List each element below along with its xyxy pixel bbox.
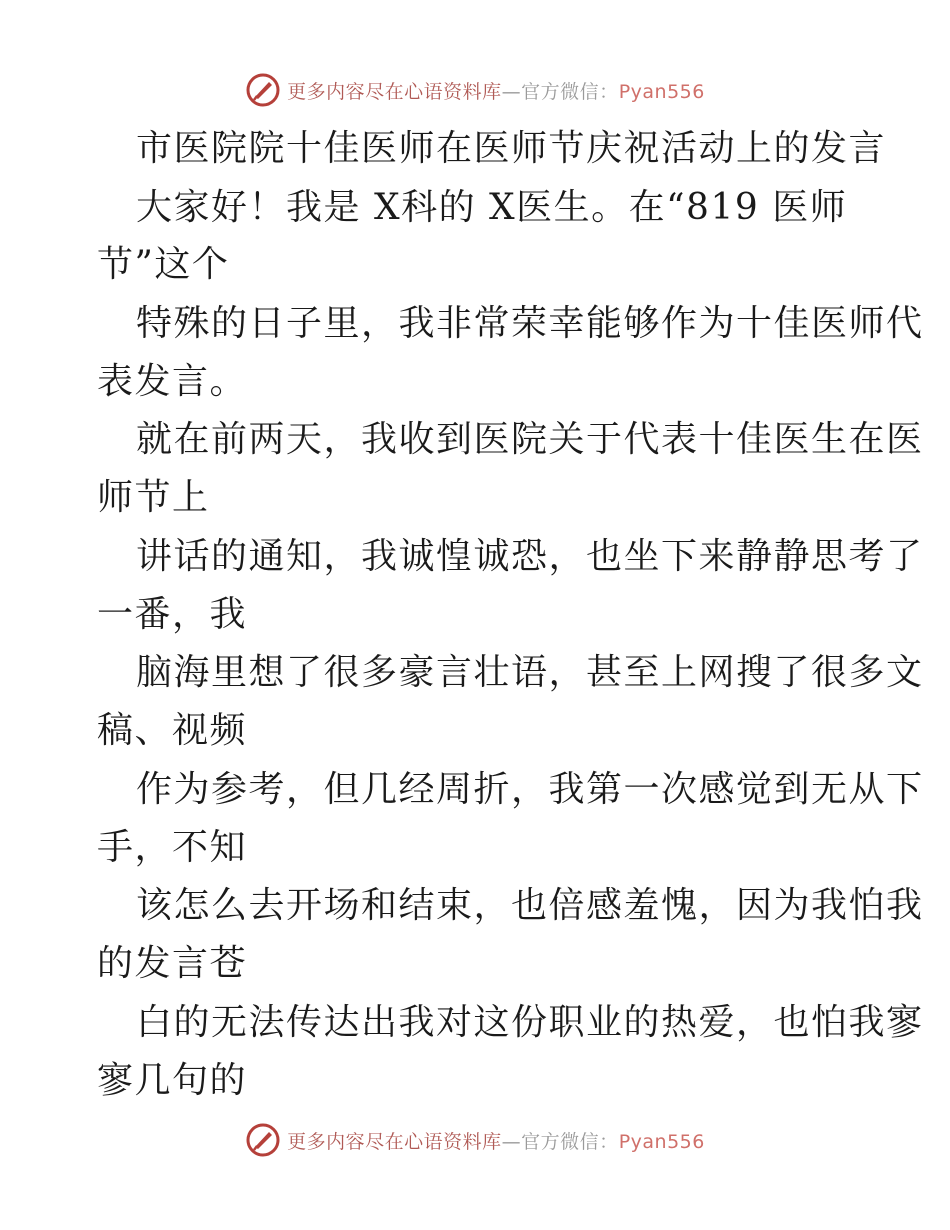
paragraph-line: 作为参考，但几经周折，我第一次感觉到无从下	[136, 769, 924, 810]
watermark-dash: —	[501, 1130, 522, 1153]
watermark-dash: —	[501, 80, 522, 103]
paragraph-line: 特殊的日子里，我非常荣幸能够作为十佳医师代	[136, 303, 924, 344]
paragraph-line: 脑海里想了很多豪言壮语，甚至上网搜了很多文	[136, 652, 924, 693]
paragraph-line: 稿、视频	[97, 710, 248, 751]
paragraph-line: 节”这个	[97, 244, 230, 285]
watermark-label: 官方微信：	[521, 80, 619, 103]
paragraph-line: 表发言。	[97, 361, 248, 402]
footer-watermark	[0, 1118, 950, 1162]
watermark-label: 官方微信：	[521, 1130, 619, 1153]
paragraph-line: 的发言苍	[97, 943, 248, 984]
paragraph-line: 一番，我	[97, 594, 248, 635]
watermark-main: 更多内容尽在心语资料库	[287, 1130, 502, 1153]
paragraph-line: 讲话的通知，我诚惶诚恐，也坐下来静静思考了	[136, 536, 924, 577]
document-title: 市医院院十佳医师在医师节庆祝活动上的发言	[136, 128, 887, 169]
paragraph-line: 寥几句的	[97, 1060, 248, 1101]
paragraph-line: 手，不知	[97, 827, 248, 868]
paragraph-line: 大家好！我是 X科的 X医生。在“819 医师	[136, 187, 848, 228]
quill-seal-icon	[245, 1122, 281, 1158]
watermark-id: Pyan556	[618, 80, 705, 103]
watermark-id: Pyan556	[618, 1130, 705, 1153]
paragraph-line: 白的无法传达出我对这份职业的热爱，也怕我寥	[136, 1002, 924, 1043]
paragraph-line: 该怎么去开场和结束，也倍感羞愧，因为我怕我	[136, 885, 924, 926]
paragraph-line: 师节上	[97, 477, 210, 518]
watermark-main: 更多内容尽在心语资料库	[287, 80, 502, 103]
paragraph-line: 就在前两天，我收到医院关于代表十佳医生在医	[136, 419, 924, 460]
watermark-text	[287, 1127, 705, 1154]
